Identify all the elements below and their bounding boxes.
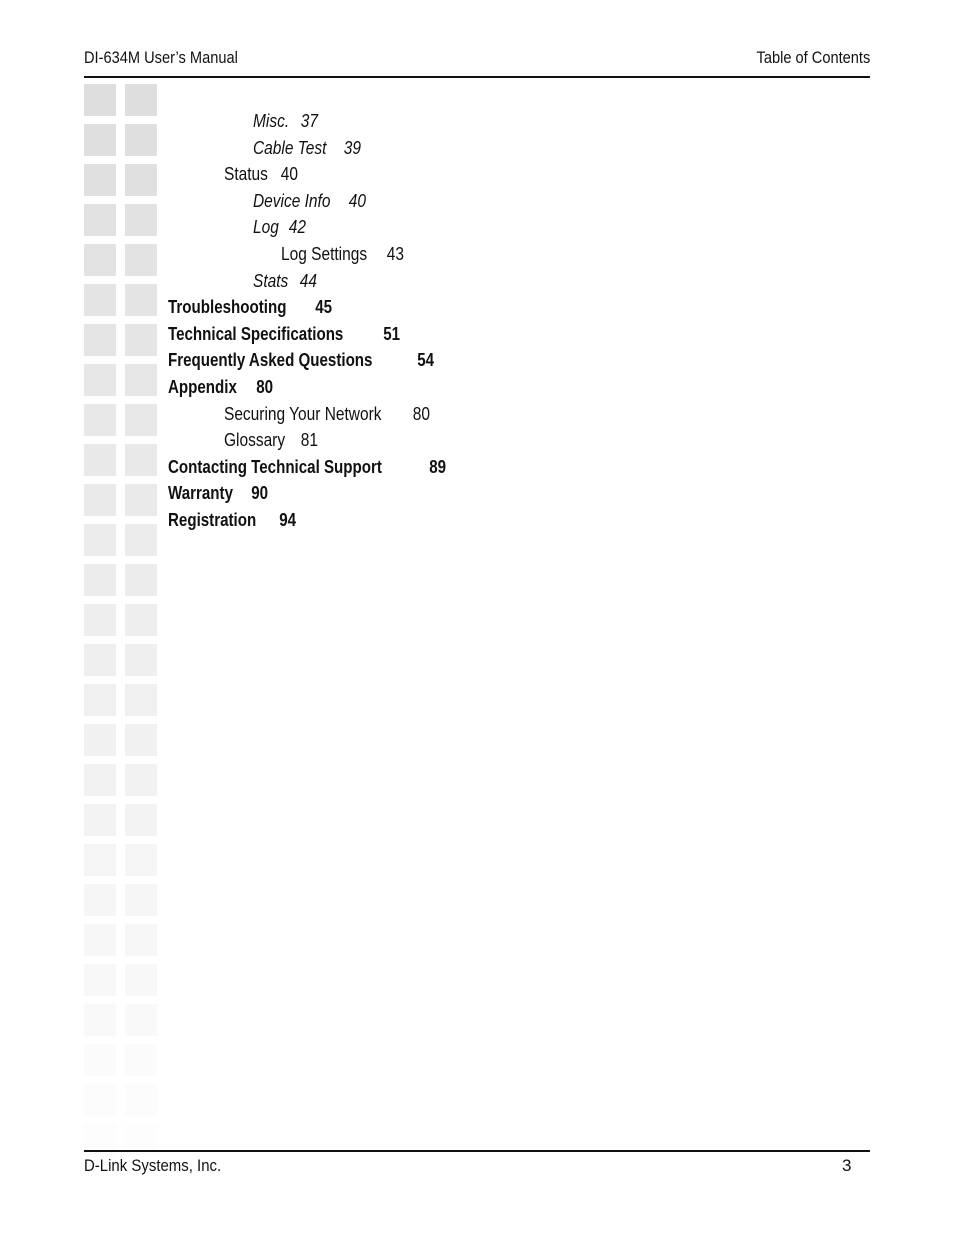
toc-entry-label: Log — [253, 217, 279, 238]
decorative-square — [84, 484, 116, 516]
decorative-square — [125, 964, 157, 996]
toc-entry-page: 45 — [315, 297, 333, 318]
toc-entry-label: Contacting Technical Support — [168, 456, 382, 477]
company-name: D-Link Systems, Inc. — [84, 1156, 222, 1175]
toc-entry-label: Stats — [253, 270, 289, 291]
toc-entry-label: Misc. — [253, 111, 290, 131]
toc-entry-label: Status — [224, 164, 268, 185]
decorative-square — [125, 244, 157, 276]
toc-entry-page: 54 — [417, 350, 435, 371]
decorative-square — [84, 964, 116, 996]
toc-entry-page: 44 — [299, 270, 318, 291]
footer-rule — [84, 1150, 870, 1152]
decorative-square — [125, 1084, 157, 1116]
decorative-square — [84, 84, 116, 116]
toc-entry-label: Warranty — [168, 483, 233, 504]
decorative-square — [84, 1004, 116, 1036]
decorative-square — [84, 364, 116, 396]
decorative-square — [125, 844, 157, 876]
decorative-square — [125, 1004, 157, 1036]
decorative-square-pattern — [84, 84, 160, 1150]
page-number: 3 — [842, 1156, 852, 1175]
toc-entry-page: 80 — [412, 403, 431, 424]
decorative-square — [125, 444, 157, 476]
toc-entry-label: Technical Specifications — [168, 323, 344, 344]
decorative-square — [84, 1084, 116, 1116]
toc-entry-label: Appendix — [168, 377, 237, 397]
decorative-square — [84, 204, 116, 236]
toc-entry-page: 43 — [386, 244, 405, 264]
decorative-square — [125, 524, 157, 556]
decorative-square — [125, 644, 157, 676]
toc-entry-page: 40 — [348, 190, 367, 211]
manual-title: DI-634M User’s Manual — [84, 48, 238, 67]
toc-entry-label: Troubleshooting — [168, 297, 287, 318]
toc-entry-page: 40 — [280, 164, 299, 185]
decorative-square — [125, 1044, 157, 1076]
toc-entry-page: 39 — [344, 137, 362, 158]
toc-entry-page: 80 — [256, 377, 274, 397]
toc-entry-page: 42 — [288, 217, 307, 238]
decorative-square — [125, 84, 157, 116]
decorative-square — [84, 444, 116, 476]
decorative-square — [84, 804, 116, 836]
decorative-square — [125, 124, 157, 156]
decorative-square — [125, 564, 157, 596]
decorative-square — [125, 884, 157, 916]
decorative-square — [84, 324, 116, 356]
page-footer — [84, 1156, 870, 1180]
decorative-square — [84, 524, 116, 556]
toc-entry-page: 51 — [382, 323, 400, 344]
decorative-square — [84, 404, 116, 436]
decorative-square — [125, 804, 157, 836]
decorative-square — [84, 164, 116, 196]
toc-entry-page: 89 — [428, 456, 446, 477]
section-title: Table of Contents — [756, 48, 870, 67]
decorative-square — [84, 844, 116, 876]
decorative-square — [125, 324, 157, 356]
toc-entry-label: Glossary — [224, 430, 286, 451]
toc-entry-page: 37 — [300, 111, 319, 131]
decorative-square — [125, 724, 157, 756]
toc-entry-label: Frequently Asked Questions — [168, 350, 373, 371]
toc-entry-label: Cable Test — [253, 137, 327, 158]
toc-entry-label: Registration — [168, 510, 257, 530]
decorative-square — [84, 244, 116, 276]
toc-entry-label: Device Info — [253, 190, 331, 211]
toc-entry-label: Log Settings — [281, 244, 368, 264]
decorative-square — [125, 484, 157, 516]
decorative-square — [84, 644, 116, 676]
decorative-square — [125, 924, 157, 956]
decorative-square — [125, 364, 157, 396]
decorative-square — [125, 284, 157, 316]
decorative-square — [84, 884, 116, 916]
decorative-square — [125, 164, 157, 196]
decorative-square — [84, 684, 116, 716]
decorative-square — [84, 564, 116, 596]
page-header — [84, 48, 870, 72]
decorative-square — [84, 724, 116, 756]
decorative-square — [84, 124, 116, 156]
decorative-square — [84, 284, 116, 316]
decorative-square — [125, 604, 157, 636]
header-rule — [84, 76, 870, 78]
decorative-square — [125, 684, 157, 716]
decorative-square — [125, 764, 157, 796]
decorative-square — [125, 204, 157, 236]
toc-entry-page: 90 — [251, 483, 269, 504]
decorative-square — [125, 404, 157, 436]
decorative-square — [84, 1044, 116, 1076]
decorative-square — [84, 764, 116, 796]
toc-entry-label: Securing Your Network — [224, 403, 382, 424]
decorative-square — [84, 604, 116, 636]
toc-entry-page: 81 — [300, 430, 319, 451]
toc-entry-page: 94 — [279, 510, 297, 530]
decorative-square — [84, 924, 116, 956]
